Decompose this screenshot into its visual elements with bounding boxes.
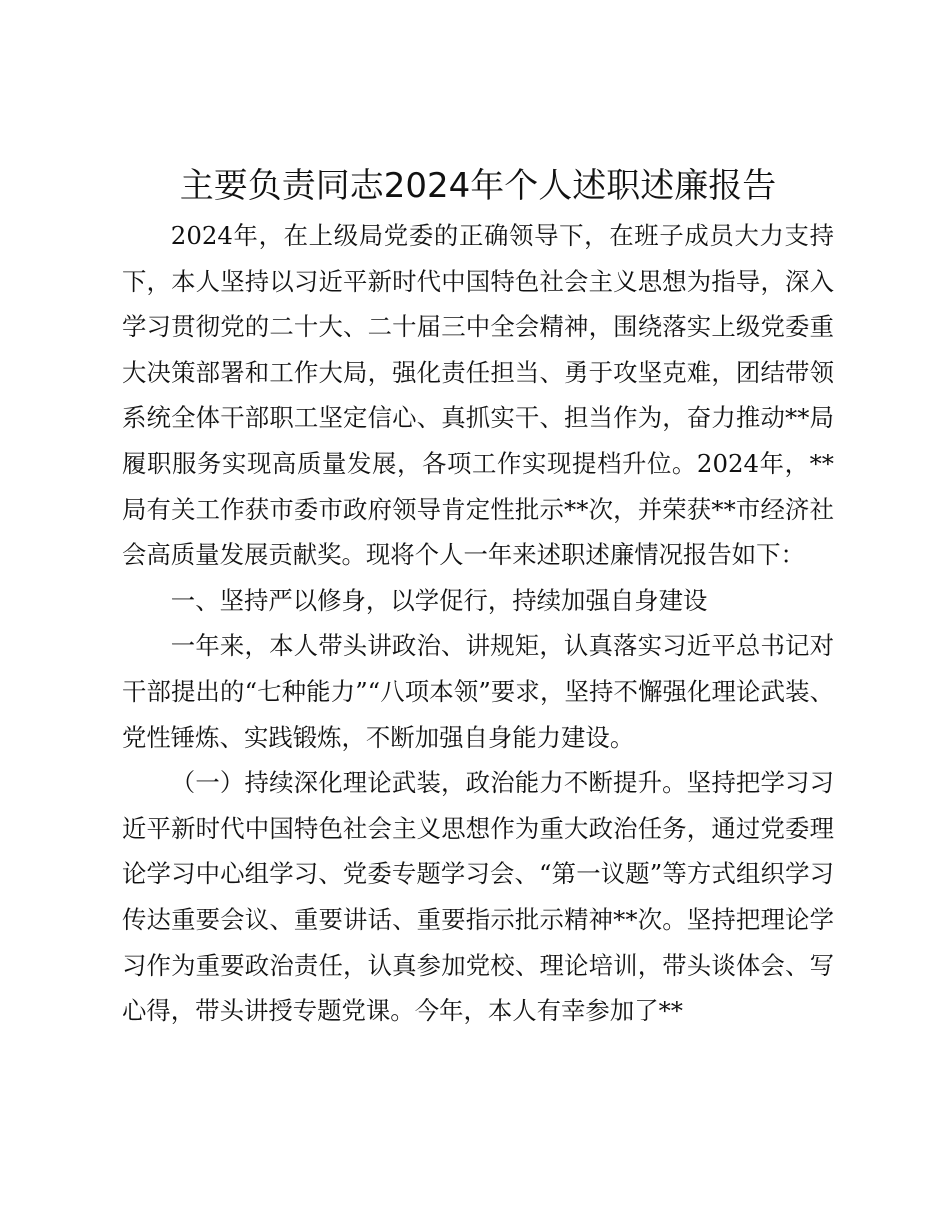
section-heading-1: 一、坚持严以修身，以学促行，持续加强自身建设	[170, 585, 708, 615]
section-1-paragraph: 一年来，本人带头讲政治、讲规矩，认真落实习近平总书记对干部提出的“七种能力”“八项本领”要求，坚持不懈强化理论武装、党性锤炼、实践锻炼，不断加强自身能力建设。	[122, 631, 834, 752]
intro-paragraph: 2024年，在上级局党委的正确领导下，在班子成员大力支持下，本人坚持以习近平新时代中国特色社会主义思想为指导，深入学习贯彻党的二十大、二十届三中全会精神，围绕落实上级党委重大决策部署和工作大局，强化责任担当、勇于攻坚克难，团结带领系统全体干部职工坚定信心、真抓实干、担当作为，奋力推动**局履职服务实现高质量发展，各项工作实现提档升位。2024年，**局有关工作获市委市政府领导肯定性批示**次，并荣获**市经济社会高质量发展贡献奖。现将个人一年来述职述廉情况报告如下：	[122, 221, 834, 570]
document-body	[122, 213, 834, 1034]
document-title: 主要负责同志2024年个人述职述廉报告	[179, 166, 777, 206]
subsection-1-paragraph: （一）持续深化理论武装，政治能力不断提升。坚持把学习习近平新时代中国特色社会主义思想作为重大政治任务，通过党委理论学习中心组学习、党委专题学习会、“第一议题”等方式组织学习传达重要会议、重要讲话、重要指示批示精神**次。坚持把理论学习作为重要政治责任，认真参加党校、理论培训，带头谈体会、写心得，带头讲授专题党课。今年，本人有幸参加了**	[122, 768, 834, 1026]
